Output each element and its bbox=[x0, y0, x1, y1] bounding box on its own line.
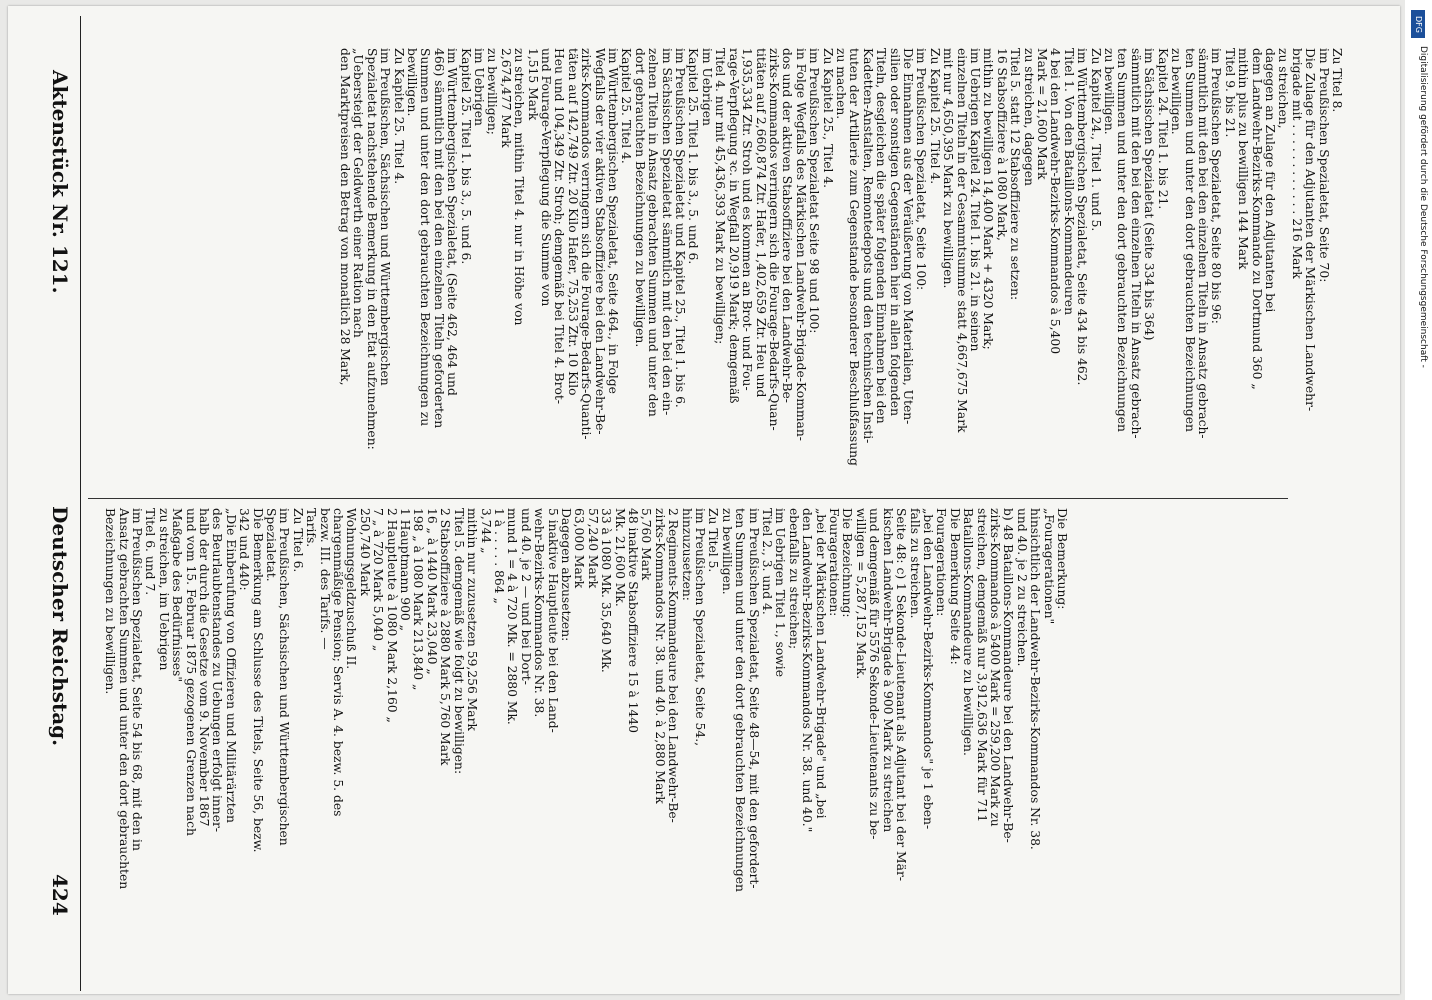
text-line: zu bewilligen. bbox=[1102, 48, 1117, 135]
text-line: Seite 48: c) 1 Sekonde-Lieutenant als Adjutant bei der Mär- bbox=[894, 508, 909, 881]
text-line: Die Bemerkung am Schlusse des Titels, Seite 56, bezw. bbox=[250, 508, 265, 853]
text-line: 250,740 Mark bbox=[357, 508, 372, 597]
text-line: tuten der Artillerie zum Gegenstande besonderer Beschlußfassung bbox=[847, 48, 862, 466]
text-line: zirks-Kommandos verringern sich die Fourage-Bedarfs-Quanti- bbox=[579, 48, 594, 440]
text-line: hinsichtlich der Landwehr-Bezirks-Kommandos Nr. 38. bbox=[1028, 508, 1043, 850]
text-line: Zu Titel 6. bbox=[290, 508, 305, 573]
text-line: Maßgabe des Bedürfnisses" bbox=[170, 508, 185, 683]
text-line: 5 inaktive Hauptleute bei den Land- bbox=[545, 508, 560, 733]
text-line: im Preußischen, Sächsischen und Württembergischen bbox=[277, 508, 292, 846]
text-line: zu bewilligen. bbox=[1169, 48, 1184, 135]
text-line: „Die Einberufung von Offizieren und Militärärzten bbox=[223, 508, 238, 823]
text-line: zirks-Kommandos Nr. 38. und 40. à 2,880 Mark bbox=[652, 508, 667, 804]
text-line: im Sächsischen Spezialetat sämmtlich mit den bei den ein- bbox=[659, 48, 674, 416]
text-line: im Preußischen Spezialetat Seite 98 und 100: bbox=[807, 48, 822, 334]
text-line: und demgemäß für 5576 Sekonde-Lieutenants zu be- bbox=[867, 508, 882, 840]
text-line: kischen Landwehr-Brigade à 900 Mark zu streichen bbox=[880, 508, 895, 833]
text-line: 1 Hauptmann 900 „ bbox=[398, 508, 413, 632]
text-line: täten auf 142,749 Ztr. 20 Kilo Hafer, 75,253 Ztr. 10 Kilo bbox=[565, 48, 580, 396]
text-line: im Preußischen Spezialetat, Seite 80 bis 96: bbox=[1209, 48, 1224, 324]
text-line: ebenfalls zu streichen; bbox=[786, 508, 801, 650]
text-line: halb der durch die Gesetze vom 9. November 1867 bbox=[197, 508, 211, 827]
text-line: zelnen Titeln in Ansatz gebrachten Summen und unter den bbox=[646, 48, 661, 417]
text-line: mithin nur zuzusetzen 59,256 Mark bbox=[465, 508, 480, 731]
text-line: sämmtlich mit den bei den einzelnen Titeln in Ansatz gebrach- bbox=[1128, 48, 1143, 439]
text-line: zirks-Kommandos à 5400 Mark = 259,200 Mark zu bbox=[987, 508, 1002, 827]
text-line: 7 „ à 720 Mark 5,040 „ bbox=[371, 508, 386, 652]
text-line: silien oder sonstigen Gegenständen hier in allen folgenden bbox=[887, 48, 902, 417]
text-line: Zu Titel 5. bbox=[706, 508, 721, 573]
text-line: in Folge Wegfalls des Märkischen Landwehr-Brigade-Komman- bbox=[793, 48, 808, 441]
text-line: im Uebrigen bbox=[699, 48, 714, 126]
document-label: Aktenstück Nr. 121. bbox=[48, 70, 72, 294]
text-line: 1,515 Mark bbox=[525, 48, 540, 121]
text-line: Spezialetat. bbox=[264, 508, 279, 582]
text-line: Dagegen abzusetzen: bbox=[558, 508, 573, 642]
text-line: 4 bei den Landwehr-Bezirks-Kommandos à 5,400 bbox=[1048, 48, 1063, 355]
text-line: hinzuzusetzen: bbox=[679, 508, 694, 601]
text-line: ten Summen und unter den dort gebrauchten Bezeichnungen bbox=[733, 508, 748, 892]
text-line: zu streichen, mithin Titel 4. nur in Höhe von bbox=[512, 48, 527, 326]
text-line: mit nur 4,650,395 Mark zu bewilligen. bbox=[941, 48, 956, 289]
text-line: im Preußischen Spezialetat, Seite 70: bbox=[1316, 48, 1331, 283]
text-line: Mk. 21,600 Mk. bbox=[612, 508, 627, 607]
text-line: im Uebrigen Kapitel 24. Titel 1. bis 21. in seinen bbox=[968, 48, 983, 352]
text-line: den Landwehr-Bezirks-Kommandos Nr. 38. und 40." bbox=[800, 508, 815, 833]
text-line: mithin zu bewilligen 14,400 Mark + 4320 Mark; bbox=[981, 48, 996, 350]
text-line: Kapitel 25. Titel 1. bis 3., 5. und 6. bbox=[458, 48, 473, 265]
page-number: 424 bbox=[48, 874, 72, 916]
text-line: im Preußischen Spezialetat, Seite 54 bis 68, mit den in bbox=[129, 508, 144, 851]
text-line: falls zu streichen. bbox=[907, 508, 922, 619]
text-line: zu bewilligen. bbox=[719, 508, 734, 595]
text-line: bezw. III. des Tarifs. — bbox=[317, 508, 332, 650]
text-line: 2 Hauptleute à 1080 Mark 2,160 „ bbox=[384, 508, 399, 723]
text-line: 16 „ à 1440 Mark 23,040 „ bbox=[424, 508, 439, 675]
text-line: im Sächsischen Spezialetat (Seite 334 bis 364) bbox=[1142, 48, 1157, 341]
text-line: im Preußischen, Sächsischen und Württembergischen bbox=[378, 48, 393, 386]
text-line: mithin plus zu bewilligen 144 Mark bbox=[1236, 48, 1251, 270]
left-text-column bbox=[103, 508, 1068, 988]
text-line: Titel 2., 3. und 4. bbox=[760, 508, 775, 615]
text-line: Wegfalls der vier aktiven Stabsoffiziere bei den Landwehr-Be- bbox=[592, 48, 607, 435]
text-line: den Marktpreisen den Betrag von monatlich 28 Mark, bbox=[337, 48, 352, 386]
text-line: Fouragerationen: bbox=[934, 508, 949, 617]
text-line: wehr-Bezirks-Kommandos Nr. 38. bbox=[532, 508, 547, 718]
text-line: Titel 4. nur mit 45,436,393 Mark zu bewilligen; bbox=[713, 48, 728, 345]
text-line: zu streichen, bbox=[1276, 48, 1291, 129]
text-line: im Württembergischen Spezialetat, (Seite 462, 464 und bbox=[445, 48, 460, 396]
text-line: Spezialetat nachstehende Bemerkung in den Etat aufzunehmen: bbox=[364, 48, 379, 450]
text-line: titäten auf 2,660,874 Ztr. Hafer, 1,402,659 Ztr. Heu und bbox=[753, 48, 768, 398]
text-line: dagegen an Zulage für den Adjutanten bei bbox=[1262, 48, 1277, 313]
text-line: zirks-Kommandos verringern sich die Fourage-Bedarfs-Quan- bbox=[766, 48, 781, 431]
text-line: dos und der aktiven Stabsoffiziere bei den Landwehr-Be- bbox=[780, 48, 795, 403]
text-line: zu bewilligen; bbox=[485, 48, 500, 135]
text-line: im Uebrigen Titel 1., sowie bbox=[773, 508, 788, 677]
text-line: zu streichen, dagegen bbox=[1021, 48, 1036, 186]
text-line: Tarifs. bbox=[304, 508, 319, 548]
text-line: Titel 6. und 7. bbox=[143, 508, 158, 596]
digitization-watermark: Digitalisierung gefördert durch die Deutsche Forschungsgemeinschaft - bbox=[1418, 46, 1428, 368]
scanned-page bbox=[8, 6, 1400, 994]
text-line: Fouragerationen: bbox=[827, 508, 842, 617]
text-line: Die Zulage für den Adjutanten der Märkischen Landwehr- bbox=[1303, 48, 1318, 412]
text-line: dort gebrauchten Bezeichnungen zu bewilligen. bbox=[632, 48, 647, 348]
text-line: Bataillons-Kommandeure zu bewilligen. bbox=[961, 508, 976, 756]
text-line: Mark = 21,600 Mark bbox=[1035, 48, 1050, 180]
column-divider bbox=[88, 498, 1288, 499]
text-line: ten Summen und unter den dort gebrauchten Bezeichnungen bbox=[1182, 48, 1197, 432]
text-line: 16 Stabsoffiziere à 1080 Mark, bbox=[994, 48, 1009, 241]
text-line: 3,744 „ bbox=[478, 508, 493, 554]
text-line: Kapitel 25. Titel 4. bbox=[619, 48, 634, 164]
text-line: und 40. je 2 — und bei Dort- bbox=[518, 508, 533, 685]
text-line: 2,674,477 Mark bbox=[498, 48, 513, 148]
text-line: Titel 5. statt 12 Stabsoffiziere zu setzen: bbox=[1008, 48, 1023, 301]
text-line: Wohnungsgeldzuschuß II. bbox=[344, 508, 359, 670]
text-line: Zu Kapitel 24., Titel 1. und 5. bbox=[1088, 48, 1103, 232]
text-line: im Preußischen Spezialetat und Kapitel 25., Titel 1. bis 6. bbox=[673, 48, 688, 408]
text-line: Zu Kapitel 25. Titel 4. bbox=[927, 48, 942, 185]
text-line: 5,760 Mark bbox=[639, 508, 654, 581]
text-line: 1,935,334 Ztr. Stroh und es kommen an Brot- und Fou- bbox=[740, 48, 755, 391]
text-line: Heu und 104,349 Ztr. Stroh; demgemäß bei Titel 4. Brot- bbox=[552, 48, 567, 404]
text-line: Bezeichnungen zu bewilligen. bbox=[103, 508, 118, 695]
text-line: Titeln, desgleichen die später folgenden Einnahmen bei den bbox=[874, 48, 889, 424]
text-line: „bei den Landwehr-Bezirks-Kommandos" je 1 eben- bbox=[920, 508, 935, 830]
text-line: Summen und unter den dort gebrauchten Bezeichnungen zu bbox=[418, 48, 433, 427]
text-line: Die Einnahmen aus der Veräußerung von Materialien, Uten- bbox=[901, 48, 915, 425]
text-line: ten Summen und unter den dort gebrauchten Bezeichnungen bbox=[1115, 48, 1130, 432]
text-line: Kadetten-Anstalten, Remontedepots und den technischen Insti- bbox=[860, 48, 875, 444]
text-line: Titel 9. bis 21. bbox=[1222, 48, 1237, 138]
text-line: Kapitel 25. Titel 1. bis 3., 5. und 6. bbox=[686, 48, 701, 265]
text-line: willigen = 5,287,152 Mark. bbox=[853, 508, 868, 680]
text-line: im Uebrigen bbox=[472, 48, 486, 126]
header-rule bbox=[80, 16, 81, 991]
text-line: „Uebersteigt der Geldwerth einer Ration nach bbox=[351, 48, 366, 338]
text-line: Die Bemerkung: bbox=[1055, 508, 1069, 610]
text-line: im Preußischen Spezialetat, Seite 54., bbox=[693, 508, 708, 747]
text-line: „bei der Märkischen Landwehr-Brigade" und „bei bbox=[813, 508, 828, 819]
text-line: und Fourage-Verpflegung die Summe von bbox=[539, 48, 554, 307]
text-line: bewilligen. bbox=[404, 48, 419, 117]
text-line: dem Landwehr-Bezirks-Kommando zu Dortmund 360 „ bbox=[1249, 48, 1264, 390]
text-line: b) 48 Bataillons-Kommandeure bei den Landwehr-Be- bbox=[1001, 508, 1016, 843]
text-line: mund 1 = 4 à 720 Mk. = 2880 Mk. bbox=[505, 508, 520, 725]
text-line: 48 inaktive Stabsoffiziere 15 à 1440 bbox=[626, 508, 640, 733]
text-line: im Württembergischen Spezialetat, Seite 434 bis 462. bbox=[1075, 48, 1090, 386]
right-text-column bbox=[338, 48, 1343, 508]
text-line: im Preußischen Spezialetat, Seite 100: bbox=[914, 48, 929, 291]
text-line: und 40. je 2 zu streichen. bbox=[1014, 508, 1029, 667]
text-line: und vom 15. Februar 1875 gezogenen Grenzen nach bbox=[183, 508, 198, 836]
text-line: chargenmäßige Pension; Servis A. 4. bezw. 5. des bbox=[331, 508, 346, 817]
text-line: Ansatz gebrachten Summen und unter den dort gebrauchten bbox=[116, 508, 131, 890]
text-line: Titel 1. Von den Bataillons-Kommandeuren bbox=[1061, 48, 1076, 316]
text-line: Zu Titel 8. bbox=[1330, 48, 1344, 113]
text-line: rage-Verpflegung ꝛc. in Wegfall 20,919 Mark; demgemäß bbox=[726, 48, 741, 404]
dfg-logo: DFG bbox=[1411, 10, 1425, 38]
text-line: im Württembergischen Spezialetat, Seite 464., in Folge bbox=[606, 48, 621, 394]
text-line: 57,240 Mark bbox=[585, 508, 600, 589]
text-line: Kapitel 24. Titel 1. bis 21. bbox=[1155, 48, 1170, 210]
text-line: brigade mit . . . . . . . . . . . . 216 Mark bbox=[1289, 48, 1304, 279]
text-line: 63,000 Mark bbox=[572, 508, 587, 589]
text-line: zu machen. bbox=[833, 48, 848, 120]
text-line: 2 Regiments-Kommandeure bei den Landwehr-Be- bbox=[666, 508, 681, 823]
text-line: des Beurlaubtenstandes zu Uebungen erfolgt inner- bbox=[210, 508, 225, 833]
text-line: sämmtlich mit den bei den einzelnen Titeln in Ansatz gebrach- bbox=[1195, 48, 1210, 439]
text-line: 466) sämmtlich mit den bei den einzelnen Titeln geforderten bbox=[431, 48, 446, 429]
text-line: Die Bemerkung Seite 44: bbox=[947, 508, 962, 665]
text-line: 33 à 1080 Mk. 35,640 Mk. bbox=[599, 508, 614, 673]
running-title: Deutscher Reichstag. bbox=[48, 506, 72, 747]
text-line: Titel 5. demgemäß wie folgt zu bewilligen: bbox=[451, 508, 466, 775]
text-line: im Preußischen Spezialetat, Seite 48—54, mit den gefordert- bbox=[746, 508, 761, 889]
text-line: 342 und 440: bbox=[237, 508, 252, 591]
text-line: streichen, demgemäß nur 3,912,636 Mark für 711 bbox=[974, 508, 989, 823]
text-line: 198 „ à 1080 Mark 213,840 „ bbox=[411, 508, 426, 691]
text-line: zu streichen, im Uebrigen bbox=[156, 508, 171, 671]
text-line: Zu Kapitel 25., Titel 4. bbox=[820, 48, 835, 189]
text-line: Zu Kapitel 25. Titel 4. bbox=[391, 48, 406, 185]
text-line: 2 Stabsoffiziere à 2880 Mark 5,760 Mark bbox=[438, 508, 453, 766]
text-line: „Fouragerationen" bbox=[1041, 508, 1056, 625]
text-line: 1 à . . . . . 864 „ bbox=[491, 508, 506, 604]
text-line: einzelnen Titeln in der Gesammtsumme statt 4,667,675 Mark bbox=[954, 48, 969, 433]
text-line: Die Bezeichnung: bbox=[840, 508, 855, 618]
